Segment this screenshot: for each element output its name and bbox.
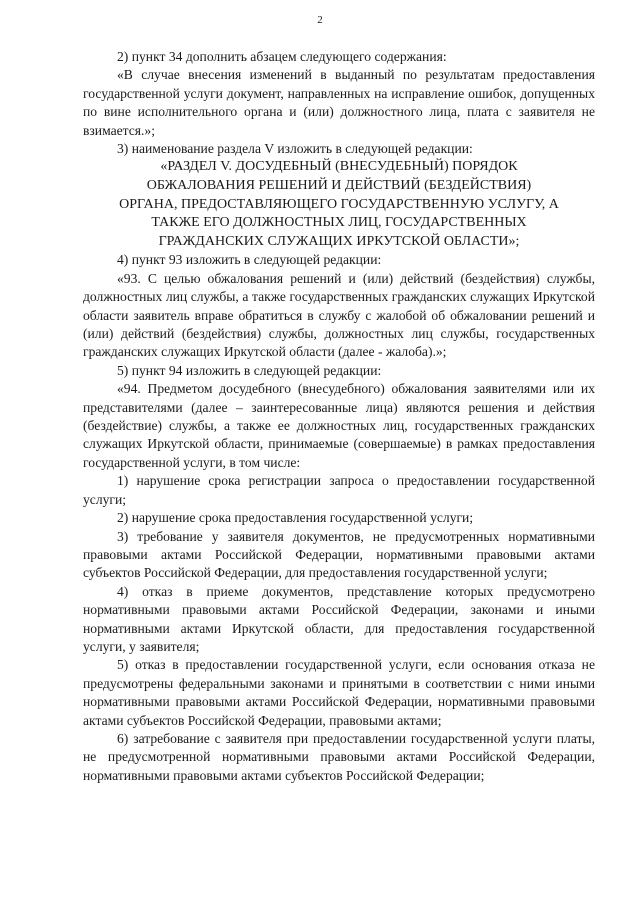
paragraph-item-5: 5) пункт 94 изложить в следующей редакции:	[117, 362, 382, 378]
list-item-2: 2) нарушение срока предоставления государственной услуги;	[117, 510, 474, 526]
list-item-6: 6) затребование с заявителя при предоставлении государственной услуги платы, не предусмотренной нормативными правовыми актами Российской Федерации, нормативными правовыми актами субъектов Российской Федерации;	[83, 730, 595, 783]
paragraph-quote-94: «94. Предметом досудебного (внесудебного) обжалования заявителями или их представителями (далее – заинтересованные лица) являются решения и действия (бездействие) службы, а также ее должностных лиц, государственных гражданских служащих Иркутской области, принимаемые (совершаемые) в рамках предоставления государственной услуги, в том числе:	[83, 381, 595, 470]
document-body	[83, 48, 595, 785]
paragraph-quote-93: «93. С целью обжалования решений и (или) действий (бездействия) службы, должностных лиц службы, а также государственных гражданских служащих Иркутской области заявитель вправе обратиться в службу с жалобой об обжаловании решений и (или) действий (бездействия) службы, должностных лиц службы, государственных гражданских служащих Иркутской области (далее - жалоба).»;	[83, 270, 595, 360]
heading-line: ТАКЖЕ ЕГО ДОЛЖНОСТНЫХ ЛИЦ, ГОСУДАРСТВЕННЫХ	[151, 215, 527, 231]
paragraph-item-3: 3) наименование раздела V изложить в следующей редакции:	[117, 141, 473, 157]
paragraph-quote-34: «В случае внесения изменений в выданный по результатам предоставления государственной услуги документ, направленных на исправление ошибок, допущенных по вине исполнительного органа и (или) должностного лица, плата с заявителя не взимается.»;	[83, 67, 595, 138]
heading-line: ОБЖАЛОВАНИЯ РЕШЕНИЙ И ДЕЙСТВИЙ (БЕЗДЕЙСТВИЯ)	[146, 178, 532, 194]
list-item-3: 3) требование у заявителя документов, не предусмотренных нормативными правовыми актами Российской Федерации, нормативными правовыми актами субъектов Российской Федерации, для предоставления государственной услуги;	[83, 528, 595, 581]
page-number: 2	[317, 14, 323, 26]
list-item-4: 4) отказ в приеме документов, представление которых предусмотрено нормативными правовыми актами Российской Федерации, законами и иными нормативными актами Иркутской области, для предоставления государственной услуги, у заявителя;	[83, 583, 595, 654]
heading-line: «РАЗДЕЛ V. ДОСУДЕБНЫЙ (ВНЕСУДЕБНЫЙ) ПОРЯДОК	[160, 159, 518, 175]
section-heading	[83, 158, 595, 251]
list-item-1: 1) нарушение срока регистрации запроса о предоставлении государственной услуги;	[83, 473, 595, 507]
heading-line: ГРАЖДАНСКИХ СЛУЖАЩИХ ИРКУТСКОЙ ОБЛАСТИ»;	[158, 233, 520, 249]
paragraph-item-2: 2) пункт 34 дополнить абзацем следующего содержания:	[117, 49, 447, 64]
paragraph-item-4: 4) пункт 93 изложить в следующей редакции:	[117, 252, 382, 268]
heading-line: ОРГАНА, ПРЕДОСТАВЛЯЮЩЕГО ГОСУДАРСТВЕННУЮ УСЛУГУ, А	[119, 196, 559, 212]
list-item-5: 5) отказ в предоставлении государственной услуги, если основания отказа не предусмотрены федеральными законами и принятыми в соответствии с ними иными нормативными правовыми актами Российской Федерации, нормативными правовыми актами субъектов Российской Федерации, правовыми актами;	[83, 657, 595, 728]
